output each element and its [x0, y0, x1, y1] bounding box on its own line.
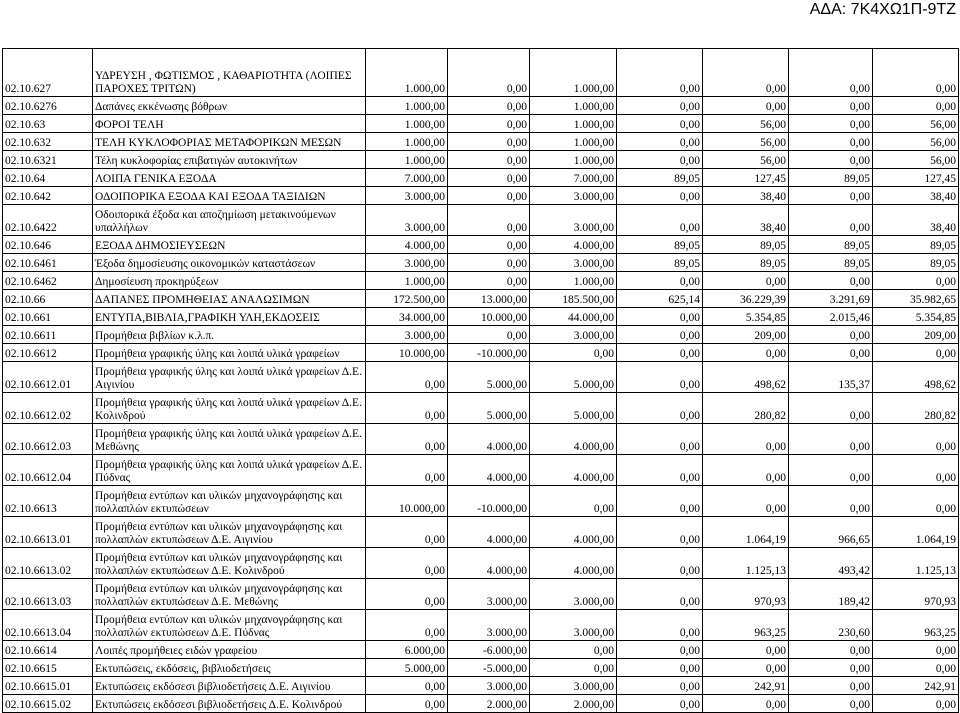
account-code: 02.10.64 [3, 169, 93, 187]
amount-cell: 56,00 [873, 115, 959, 133]
amount-cell: 10.000,00 [366, 486, 448, 517]
amount-cell: 38,40 [703, 205, 789, 236]
amount-cell: 89,05 [703, 254, 789, 272]
amount-cell: 0,00 [703, 344, 789, 362]
table-row [3, 187, 959, 205]
account-code: 02.10.627 [3, 49, 93, 97]
amount-cell: 209,00 [873, 326, 959, 344]
table-row [3, 393, 959, 424]
amount-cell: 2.000,00 [448, 695, 530, 713]
amount-cell: 0,00 [617, 424, 703, 455]
amount-cell: 625,14 [617, 290, 703, 308]
amount-cell: 0,00 [703, 272, 789, 290]
amount-cell: 3.291,69 [789, 290, 873, 308]
account-description: ΛΟΙΠΑ ΓΕΝΙΚΑ ΕΞΟΔΑ [93, 169, 366, 187]
table-row [3, 344, 959, 362]
amount-cell: 0,00 [448, 151, 530, 169]
table-row [3, 517, 959, 548]
account-code: 02.10.632 [3, 133, 93, 151]
amount-cell: 44.000,00 [530, 308, 617, 326]
amount-cell: 2.015,46 [789, 308, 873, 326]
amount-cell: 0,00 [530, 641, 617, 659]
amount-cell: 966,65 [789, 517, 873, 548]
amount-cell: 0,00 [789, 486, 873, 517]
amount-cell: 38,40 [873, 187, 959, 205]
amount-cell: 3.000,00 [530, 579, 617, 610]
amount-cell: 0,00 [703, 695, 789, 713]
account-description: Προμήθεια γραφικής ύλης και λοιπά υλικά γραφείων [93, 344, 366, 362]
amount-cell: 0,00 [873, 272, 959, 290]
amount-cell: 0,00 [873, 486, 959, 517]
amount-cell: 3.000,00 [366, 326, 448, 344]
table-row [3, 610, 959, 641]
account-description: ΕΞΟΔΑ ΔΗΜΟΣΙΕΥΣΕΩΝ [93, 236, 366, 254]
table-row [3, 97, 959, 115]
amount-cell: 0,00 [873, 424, 959, 455]
amount-cell: 0,00 [703, 97, 789, 115]
amount-cell: 89,05 [873, 254, 959, 272]
account-code: 02.10.6615.02 [3, 695, 93, 713]
table-row [3, 49, 959, 97]
account-description: Οδοιπορικά έξοδα και αποζημίωση μετακινούμενων υπαλλήλων [93, 205, 366, 236]
table-row [3, 579, 959, 610]
amount-cell: 0,00 [873, 455, 959, 486]
amount-cell: 0,00 [617, 362, 703, 393]
amount-cell: 4.000,00 [530, 455, 617, 486]
account-code: 02.10.6615 [3, 659, 93, 677]
amount-cell: 1.000,00 [366, 115, 448, 133]
amount-cell: 1.125,13 [703, 548, 789, 579]
account-description: Λοιπές προμήθειες ειδών γραφείου [93, 641, 366, 659]
amount-cell: 0,00 [789, 393, 873, 424]
amount-cell: 4.000,00 [530, 517, 617, 548]
amount-cell: 1.000,00 [366, 133, 448, 151]
amount-cell: 0,00 [617, 486, 703, 517]
amount-cell: 0,00 [617, 49, 703, 97]
account-code: 02.10.661 [3, 308, 93, 326]
table-row [3, 290, 959, 308]
amount-cell: 3.000,00 [530, 205, 617, 236]
table-row [3, 236, 959, 254]
amount-cell: 3.000,00 [530, 187, 617, 205]
amount-cell: 5.000,00 [448, 393, 530, 424]
amount-cell: 89,05 [617, 254, 703, 272]
amount-cell: 5.000,00 [530, 362, 617, 393]
amount-cell: 185.500,00 [530, 290, 617, 308]
amount-cell: 0,00 [873, 49, 959, 97]
amount-cell: 3.000,00 [448, 610, 530, 641]
amount-cell: 1.125,13 [873, 548, 959, 579]
account-description: Προμήθεια γραφικής ύλης και λοιπά υλικά γραφείων Δ.Ε. Κολινδρού [93, 393, 366, 424]
amount-cell: 0,00 [617, 610, 703, 641]
amount-cell: 89,05 [617, 236, 703, 254]
table-row [3, 362, 959, 393]
account-description: ΤΕΛΗ ΚΥΚΛΟΦΟΡΙΑΣ ΜΕΤΑΦΟΡΙΚΩΝ ΜΕΣΩΝ [93, 133, 366, 151]
amount-cell: 0,00 [366, 424, 448, 455]
amount-cell: -5.000,00 [448, 659, 530, 677]
amount-cell: 36.229,39 [703, 290, 789, 308]
amount-cell: 4.000,00 [530, 548, 617, 579]
amount-cell: 1.000,00 [530, 151, 617, 169]
table-row [3, 641, 959, 659]
amount-cell: 0,00 [617, 641, 703, 659]
amount-cell: 0,00 [366, 393, 448, 424]
amount-cell: 0,00 [789, 424, 873, 455]
amount-cell: 0,00 [789, 97, 873, 115]
amount-cell: 3.000,00 [448, 677, 530, 695]
table-row [3, 455, 959, 486]
account-code: 02.10.6612.01 [3, 362, 93, 393]
amount-cell: 0,00 [617, 133, 703, 151]
table-row [3, 486, 959, 517]
amount-cell: 56,00 [703, 115, 789, 133]
amount-cell: 970,93 [873, 579, 959, 610]
amount-cell: 89,05 [873, 236, 959, 254]
account-description: Προμήθεια εντύπων και υλικών μηχανογράφησης και πολλαπλών εκτυπώσεων Δ.Ε. Κολινδρού [93, 548, 366, 579]
amount-cell: 0,00 [703, 455, 789, 486]
account-code: 02.10.6611 [3, 326, 93, 344]
amount-cell: 0,00 [366, 677, 448, 695]
amount-cell: 4.000,00 [530, 236, 617, 254]
amount-cell: 0,00 [617, 151, 703, 169]
account-description: Προμήθεια βιβλίων κ.λ.π. [93, 326, 366, 344]
amount-cell: 0,00 [617, 455, 703, 486]
account-code: 02.10.6276 [3, 97, 93, 115]
amount-cell: 3.000,00 [530, 610, 617, 641]
amount-cell: 0,00 [789, 344, 873, 362]
account-description: ΦΟΡΟΙ ΤΕΛΗ [93, 115, 366, 133]
amount-cell: 5.354,85 [703, 308, 789, 326]
amount-cell: 1.064,19 [873, 517, 959, 548]
amount-cell: -10.000,00 [448, 486, 530, 517]
amount-cell: 189,42 [789, 579, 873, 610]
account-description: Έξοδα δημοσίευσης οικονομικών καταστάσεων [93, 254, 366, 272]
account-description: Προμήθεια γραφικής ύλης και λοιπά υλικά γραφείων Δ.Ε. Αιγινίου [93, 362, 366, 393]
amount-cell: 3.000,00 [530, 326, 617, 344]
amount-cell: 0,00 [789, 326, 873, 344]
amount-cell: 0,00 [789, 115, 873, 133]
account-code: 02.10.6422 [3, 205, 93, 236]
account-description: Προμήθεια εντύπων και υλικών μηχανογράφησης και πολλαπλών εκτυπώσεων Δ.Ε. Μεθώνης [93, 579, 366, 610]
amount-cell: 0,00 [789, 205, 873, 236]
amount-cell: 56,00 [703, 133, 789, 151]
amount-cell: 3.000,00 [366, 205, 448, 236]
account-code: 02.10.6461 [3, 254, 93, 272]
table-row [3, 272, 959, 290]
table-row [3, 548, 959, 579]
amount-cell: 7.000,00 [366, 169, 448, 187]
amount-cell: 0,00 [617, 205, 703, 236]
account-description: Προμήθεια γραφικής ύλης και λοιπά υλικά γραφείων Δ.Ε. Πύδνας [93, 455, 366, 486]
amount-cell: 0,00 [789, 659, 873, 677]
amount-cell: 0,00 [366, 610, 448, 641]
amount-cell: 2.000,00 [530, 695, 617, 713]
amount-cell: 0,00 [789, 187, 873, 205]
amount-cell: 493,42 [789, 548, 873, 579]
amount-cell: 0,00 [617, 344, 703, 362]
amount-cell: 127,45 [873, 169, 959, 187]
account-code: 02.10.642 [3, 187, 93, 205]
ada-identifier: ΑΔΑ: 7Κ4ΧΩ1Π-9ΤΖ [809, 1, 956, 18]
amount-cell: 280,82 [873, 393, 959, 424]
amount-cell: 172.500,00 [366, 290, 448, 308]
amount-cell: 0,00 [448, 169, 530, 187]
table-row [3, 254, 959, 272]
amount-cell: 89,05 [703, 236, 789, 254]
table-row [3, 695, 959, 713]
account-code: 02.10.6612.04 [3, 455, 93, 486]
account-code: 02.10.6462 [3, 272, 93, 290]
amount-cell: 3.000,00 [530, 677, 617, 695]
amount-cell: 0,00 [617, 393, 703, 424]
amount-cell: 242,91 [703, 677, 789, 695]
account-code: 02.10.6613 [3, 486, 93, 517]
amount-cell: 3.000,00 [366, 187, 448, 205]
account-description: Εκτυπώσεις, εκδόσεις, βιβλιοδετήσεις [93, 659, 366, 677]
amount-cell: 0,00 [366, 548, 448, 579]
account-description: Δαπάνες εκκένωσης βόθρων [93, 97, 366, 115]
amount-cell: 0,00 [530, 344, 617, 362]
amount-cell: 127,45 [703, 169, 789, 187]
account-code: 02.10.6614 [3, 641, 93, 659]
amount-cell: 4.000,00 [448, 455, 530, 486]
account-description: ΔΑΠΑΝΕΣ ΠΡΟΜΗΘΕΙΑΣ ΑΝΑΛΩΣΙΜΩΝ [93, 290, 366, 308]
amount-cell: 1.000,00 [530, 49, 617, 97]
amount-cell: 4.000,00 [448, 548, 530, 579]
amount-cell: 0,00 [617, 308, 703, 326]
amount-cell: 0,00 [703, 49, 789, 97]
amount-cell: 5.000,00 [448, 362, 530, 393]
amount-cell: 7.000,00 [530, 169, 617, 187]
amount-cell: 10.000,00 [366, 344, 448, 362]
amount-cell: 5.000,00 [530, 393, 617, 424]
account-description: ΕΝΤΥΠΑ,ΒΙΒΛΙΑ,ΓΡΑΦΙΚΗ ΥΛΗ,ΕΚΔΟΣΕΙΣ [93, 308, 366, 326]
amount-cell: 498,62 [873, 362, 959, 393]
amount-cell: 1.000,00 [366, 151, 448, 169]
amount-cell: -10.000,00 [448, 344, 530, 362]
amount-cell: 0,00 [873, 344, 959, 362]
amount-cell: 209,00 [703, 326, 789, 344]
amount-cell: 970,93 [703, 579, 789, 610]
amount-cell: 0,00 [366, 579, 448, 610]
amount-cell: 0,00 [789, 49, 873, 97]
account-description: Τέλη κυκλοφορίας επιβατιγών αυτοκινήτων [93, 151, 366, 169]
table-row [3, 115, 959, 133]
amount-cell: 0,00 [789, 133, 873, 151]
amount-cell: 0,00 [617, 517, 703, 548]
amount-cell: 1.064,19 [703, 517, 789, 548]
amount-cell: 3.000,00 [448, 579, 530, 610]
amount-cell: 0,00 [617, 695, 703, 713]
account-code: 02.10.6613.03 [3, 579, 93, 610]
amount-cell: 0,00 [789, 695, 873, 713]
amount-cell: 5.354,85 [873, 308, 959, 326]
amount-cell: 0,00 [448, 254, 530, 272]
amount-cell: 280,82 [703, 393, 789, 424]
amount-cell: 38,40 [703, 187, 789, 205]
amount-cell: 5.000,00 [366, 659, 448, 677]
amount-cell: 0,00 [789, 455, 873, 486]
amount-cell: 0,00 [366, 455, 448, 486]
amount-cell: 0,00 [617, 579, 703, 610]
amount-cell: 0,00 [448, 49, 530, 97]
amount-cell: 0,00 [366, 362, 448, 393]
amount-cell: 1.000,00 [366, 272, 448, 290]
account-description: ΥΔΡΕΥΣΗ , ΦΩΤΙΣΜΟΣ , ΚΑΘΑΡΙΟΤΗΤΑ (ΛΟΙΠΕΣ ΠΑΡΟΧΕΣ ΤΡΙΤΩΝ) [93, 49, 366, 97]
amount-cell: 1.000,00 [366, 97, 448, 115]
table-row [3, 205, 959, 236]
amount-cell: 963,25 [873, 610, 959, 641]
amount-cell: 13.000,00 [448, 290, 530, 308]
amount-cell: 35.982,65 [873, 290, 959, 308]
amount-cell: 6.000,00 [366, 641, 448, 659]
amount-cell: 0,00 [448, 133, 530, 151]
amount-cell: 1.000,00 [366, 49, 448, 97]
account-description: Εκτυπώσεις εκδόσεσι βιβλιοδετήσεις Δ.Ε. Αιγινίου [93, 677, 366, 695]
account-code: 02.10.6321 [3, 151, 93, 169]
account-code: 02.10.646 [3, 236, 93, 254]
table-row [3, 677, 959, 695]
amount-cell: 89,05 [789, 236, 873, 254]
amount-cell: 0,00 [617, 115, 703, 133]
amount-cell: 0,00 [703, 486, 789, 517]
amount-cell: 0,00 [530, 659, 617, 677]
table-row [3, 151, 959, 169]
amount-cell: 1.000,00 [530, 272, 617, 290]
amount-cell: 0,00 [617, 187, 703, 205]
amount-cell: 4.000,00 [530, 424, 617, 455]
amount-cell: 0,00 [617, 548, 703, 579]
table-row [3, 326, 959, 344]
amount-cell: -6.000,00 [448, 641, 530, 659]
amount-cell: 135,37 [789, 362, 873, 393]
amount-cell: 38,40 [873, 205, 959, 236]
table-row [3, 133, 959, 151]
amount-cell: 56,00 [873, 151, 959, 169]
amount-cell: 0,00 [703, 659, 789, 677]
amount-cell: 0,00 [448, 236, 530, 254]
amount-cell: 0,00 [448, 97, 530, 115]
amount-cell: 1.000,00 [530, 97, 617, 115]
amount-cell: 0,00 [448, 326, 530, 344]
amount-cell: 3.000,00 [530, 254, 617, 272]
amount-cell: 56,00 [703, 151, 789, 169]
amount-cell: 4.000,00 [366, 236, 448, 254]
account-description: Δημοσίευση προκηρύξεων [93, 272, 366, 290]
table-row [3, 169, 959, 187]
amount-cell: 89,05 [789, 254, 873, 272]
amount-cell: 0,00 [617, 97, 703, 115]
budget-table [2, 48, 959, 713]
account-description: Προμήθεια εντύπων και υλικών μηχανογράφησης και πολλαπλών εκτυπώσεων [93, 486, 366, 517]
amount-cell: 0,00 [617, 326, 703, 344]
account-description: ΟΔΟΙΠΟΡΙΚΑ ΕΞΟΔΑ ΚΑΙ ΕΞΟΔΑ ΤΑΞΙΔΙΩΝ [93, 187, 366, 205]
account-code: 02.10.6612.03 [3, 424, 93, 455]
amount-cell: 34.000,00 [366, 308, 448, 326]
amount-cell: 89,05 [789, 169, 873, 187]
amount-cell: 0,00 [366, 695, 448, 713]
account-code: 02.10.66 [3, 290, 93, 308]
account-code: 02.10.6612.02 [3, 393, 93, 424]
table-row [3, 659, 959, 677]
amount-cell: 0,00 [703, 641, 789, 659]
amount-cell: 1.000,00 [530, 115, 617, 133]
amount-cell: 0,00 [873, 695, 959, 713]
account-code: 02.10.6613.04 [3, 610, 93, 641]
amount-cell: 498,62 [703, 362, 789, 393]
amount-cell: 0,00 [789, 677, 873, 695]
amount-cell: 4.000,00 [448, 517, 530, 548]
account-code: 02.10.63 [3, 115, 93, 133]
amount-cell: 0,00 [617, 677, 703, 695]
amount-cell: 89,05 [617, 169, 703, 187]
account-code: 02.10.6613.02 [3, 548, 93, 579]
amount-cell: 0,00 [448, 205, 530, 236]
amount-cell: 10.000,00 [448, 308, 530, 326]
account-code: 02.10.6612 [3, 344, 93, 362]
amount-cell: 4.000,00 [448, 424, 530, 455]
amount-cell: 1.000,00 [530, 133, 617, 151]
amount-cell: 0,00 [703, 424, 789, 455]
amount-cell: 0,00 [873, 97, 959, 115]
amount-cell: 0,00 [789, 151, 873, 169]
amount-cell: 56,00 [873, 133, 959, 151]
account-description: Εκτυπώσεις εκδόσεσι βιβλιοδετήσεις Δ.Ε. Κολινδρού [93, 695, 366, 713]
amount-cell: 0,00 [448, 272, 530, 290]
amount-cell: 0,00 [448, 187, 530, 205]
table-row [3, 424, 959, 455]
amount-cell: 3.000,00 [366, 254, 448, 272]
account-description: Προμήθεια εντύπων και υλικών μηχανογράφησης και πολλαπλών εκτυπώσεων Δ.Ε. Αιγινίου [93, 517, 366, 548]
amount-cell: 0,00 [530, 486, 617, 517]
account-description: Προμήθεια εντύπων και υλικών μηχανογράφησης και πολλαπλών εκτυπώσεων Δ.Ε. Πύδνας [93, 610, 366, 641]
amount-cell: 0,00 [873, 659, 959, 677]
amount-cell: 0,00 [448, 115, 530, 133]
account-code: 02.10.6613.01 [3, 517, 93, 548]
amount-cell: 0,00 [617, 272, 703, 290]
amount-cell: 0,00 [789, 641, 873, 659]
amount-cell: 963,25 [703, 610, 789, 641]
amount-cell: 230,60 [789, 610, 873, 641]
amount-cell: 0,00 [789, 272, 873, 290]
amount-cell: 0,00 [366, 517, 448, 548]
account-description: Προμήθεια γραφικής ύλης και λοιπά υλικά γραφείων Δ.Ε. Μεθώνης [93, 424, 366, 455]
amount-cell: 242,91 [873, 677, 959, 695]
amount-cell: 0,00 [617, 659, 703, 677]
account-code: 02.10.6615.01 [3, 677, 93, 695]
table-row [3, 308, 959, 326]
amount-cell: 0,00 [873, 641, 959, 659]
